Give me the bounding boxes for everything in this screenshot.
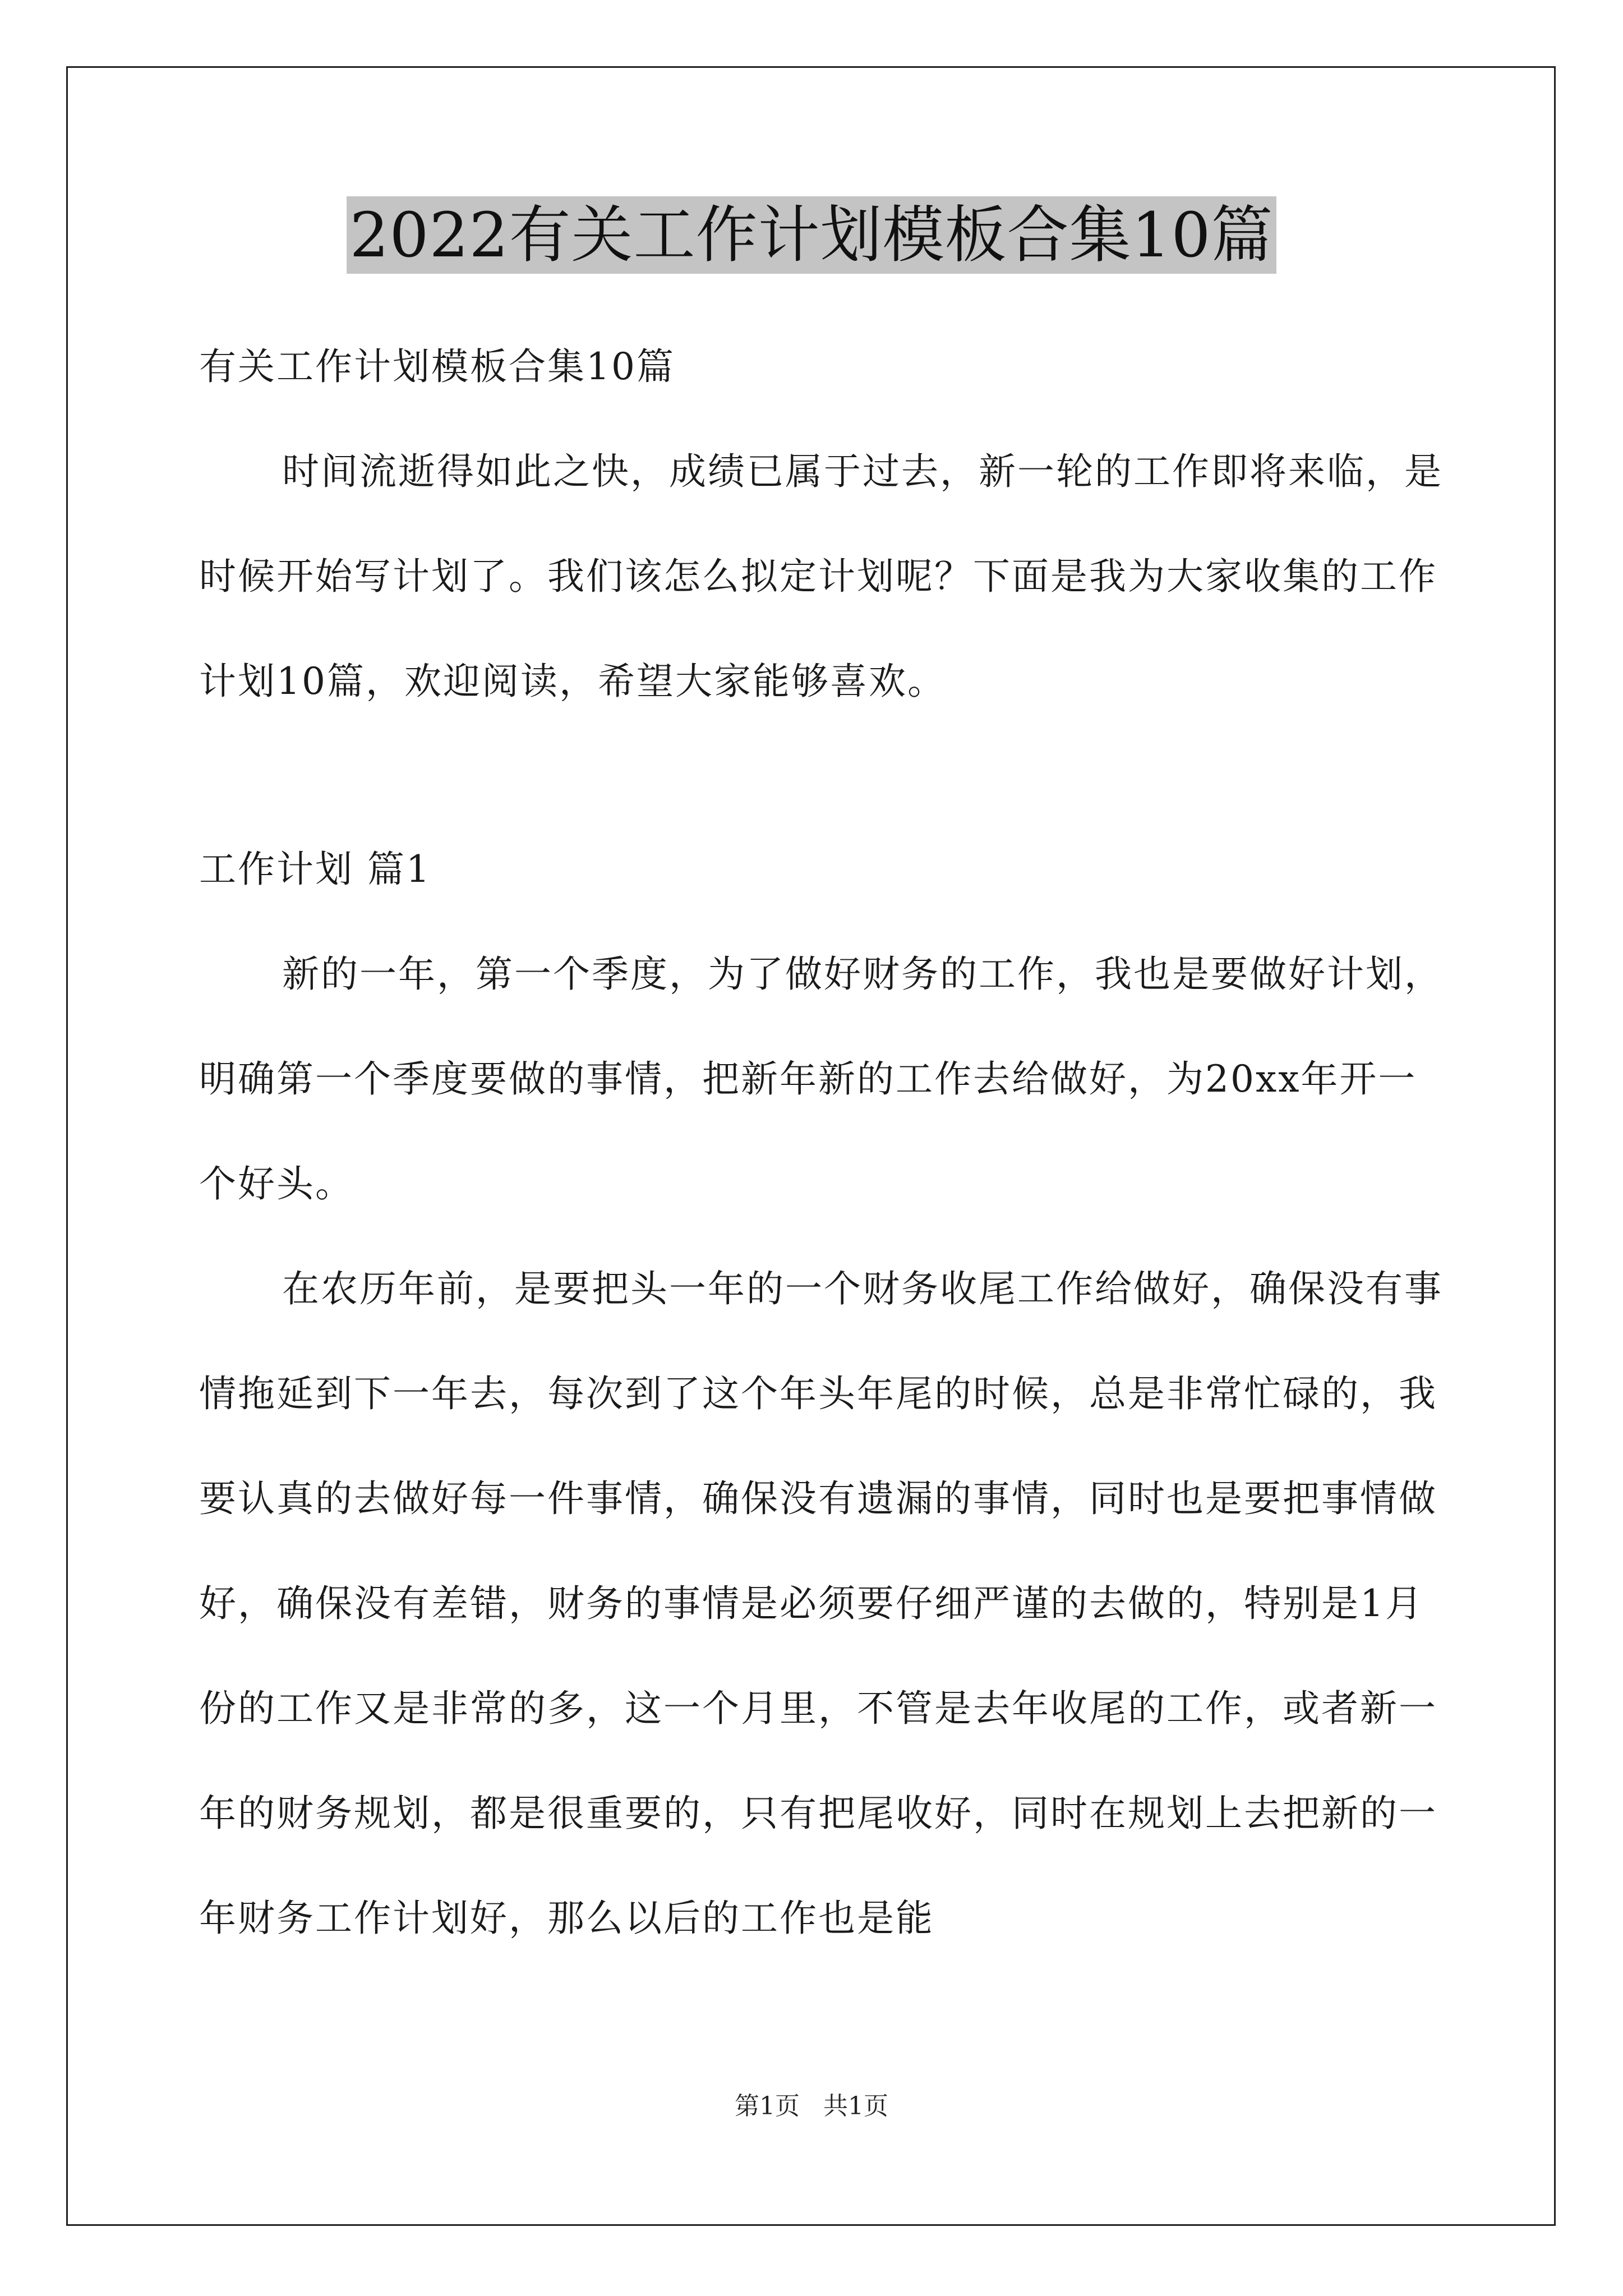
- section-heading: 工作计划 篇1: [199, 848, 431, 891]
- intro-paragraph: 时间流逝得如此之快，成绩已属于过去，新一轮的工作即将来临，是时候开始写计划了。我们该怎么拟定计划呢？下面是我为大家收集的工作计划10篇，欢迎阅读，希望大家能够喜欢。: [199, 450, 1443, 703]
- body-paragraph-1: 新的一年，第一个季度，为了做好财务的工作，我也是要做好计划，明确第一个季度要做的事情，把新年新的工作去给做好，为20xx年开一个好头。: [199, 953, 1443, 1205]
- document-title: 2022有关工作计划模板合集10篇: [347, 196, 1277, 274]
- title-container: [0, 196, 1623, 274]
- body-paragraph-2: 在农历年前，是要把头一年的一个财务收尾工作给做好，确保没有事情拖延到下一年去，每次到了这个年头年尾的时候，总是非常忙碌的，我要认真的去做好每一件事情，确保没有遗漏的事情，同时也是要把事情做好，确保没有差错，财务的事情是必须要仔细严谨的去做的，特别是1月份的工作又是非常的多，这一个月里，不管是去年收尾的工作，或者新一年的财务规划，都是很重要的，只有把尾收好，同时在规划上去把新的一年财务工作计划好，那么以后的工作也是能: [199, 1267, 1443, 1940]
- page-footer: 第1页 共1页: [735, 2092, 888, 2120]
- document-body: [199, 314, 1453, 1971]
- document-subtitle: 有关工作计划模板合集10篇: [199, 345, 675, 388]
